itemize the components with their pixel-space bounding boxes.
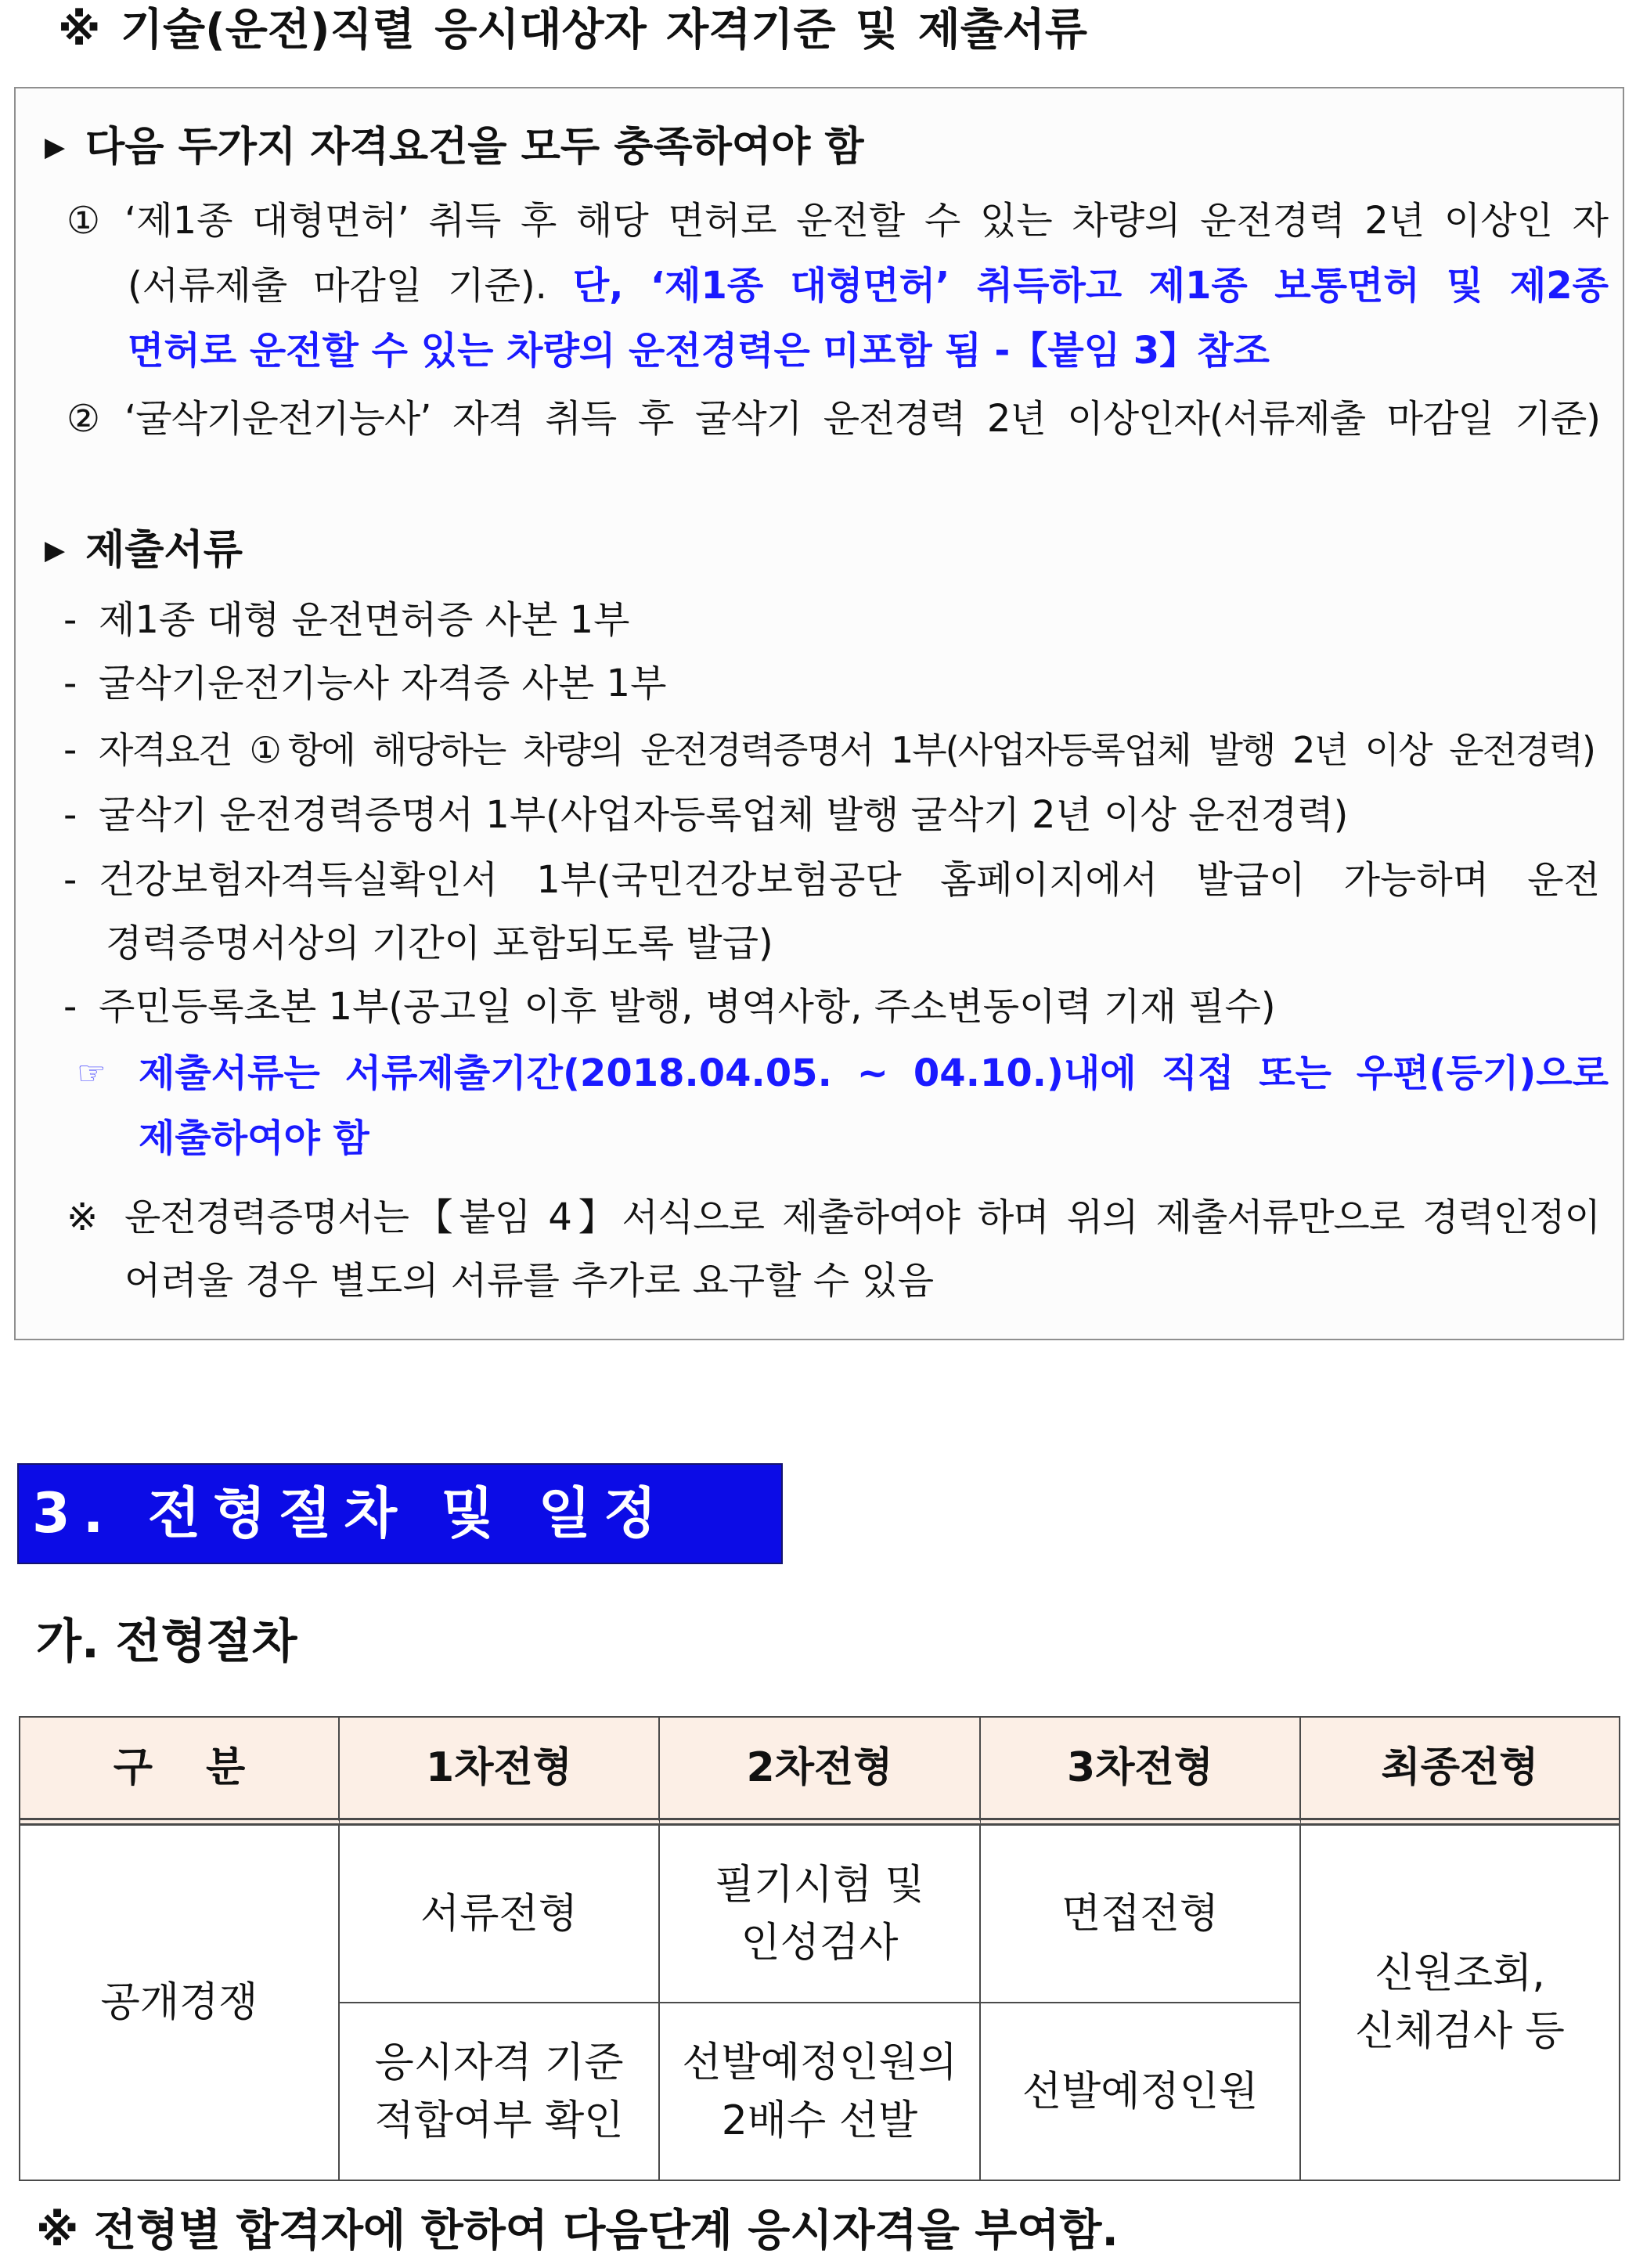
dash-bullet: -: [63, 728, 77, 772]
cell-line: 면접전형: [1061, 1890, 1219, 1938]
selection-procedure-table: [19, 1716, 1620, 2181]
document-item: 주민등록초본 1부(공고일 이후 발행, 병역사항, 주소변동이력 기재 필수): [99, 985, 1276, 1029]
selection-criteria-cell: [340, 2003, 660, 2180]
reference-mark: ※: [67, 1195, 99, 1239]
qualification-box: [14, 87, 1624, 1340]
cell-line: 응시자격 기준: [374, 2039, 624, 2086]
dash-bullet: -: [63, 598, 77, 642]
cell-line: 신원조회,: [1375, 1950, 1545, 1997]
pointing-hand-icon: ☞: [77, 1054, 106, 1092]
table-header-cell: 3차전형: [981, 1718, 1301, 1826]
documents-note: 운전경력증명서는【붙임 4】서식으로 제출하여야 하며 위의 제출서류만으로 경력인정이: [124, 1195, 1600, 1239]
document-item-continued: 경력증명서상의 기간이 포함되도록 발급): [106, 921, 773, 965]
table-header-cell: 2차전형: [660, 1718, 981, 1826]
table-header-cell: 최종전형: [1301, 1718, 1619, 1826]
requirement-2-marker: ②: [67, 397, 101, 441]
selection-criteria-cell: [660, 2003, 981, 2180]
final-stage-cell: [1301, 1826, 1619, 2180]
requirement-1-exception: 단, ‘제1종 대형면허’ 취득하고 제1종 보통면허 및 제2종: [572, 264, 1609, 308]
requirement-1-line-2: [128, 262, 1609, 309]
stage-name-cell: [660, 1826, 981, 2003]
cell-line: 필기시험 및: [715, 1861, 924, 1909]
cell-line: 선발예정인원: [1022, 2068, 1259, 2115]
triangle-bullet-icon: ▶: [45, 132, 66, 163]
table-header-cell: 1차전형: [340, 1718, 660, 1826]
document-item: 굴삭기 운전경력증명서 1부(사업자등록업체 발행 굴삭기 2년 이상 운전경력): [99, 793, 1349, 837]
dash-bullet: -: [63, 662, 77, 705]
section-title: 3. 전형절차 및 일정: [32, 1481, 669, 1545]
cell-line: 서류전형: [420, 1890, 578, 1938]
cell-line: 적합여부 확인: [374, 2097, 624, 2144]
cell-line: 신체검사 등: [1355, 2008, 1565, 2055]
dash-bullet: -: [63, 858, 77, 902]
triangle-bullet-icon: ▶: [45, 535, 66, 566]
deadline-notice: 제출서류는 서류제출기간(2018.04.05. ~ 04.10.)내에 직접 또는 우편(등기)으로: [139, 1051, 1609, 1095]
cell-line: 2배수 선발: [721, 2097, 918, 2144]
requirement-1-basis-date: (서류제출 마감일 기준).: [128, 264, 547, 308]
cell-line: 선발예정인원의: [682, 2039, 957, 2086]
category-cell: 공개경쟁: [20, 1826, 340, 2180]
document-item: 굴삭기운전기능사 자격증 사본 1부: [99, 662, 667, 705]
section-header: [17, 1463, 783, 1564]
document-item: 자격요건 ①항에 해당하는 차량의 운전경력증명서 1부(사업자등록업체 발행 2년 이상 운전경력): [99, 729, 1595, 771]
requirements-heading: 다음 두가지 자격요건을 모두 충족하여야 함: [85, 124, 864, 171]
footer-note: ※ 전형별 합격자에 한하여 다음단계 응시자격을 부여함.: [36, 2205, 1119, 2256]
stage-name-cell: [981, 1826, 1301, 2003]
document-item: 제1종 대형 운전면허증 사본 1부: [99, 598, 630, 642]
dash-bullet: -: [63, 793, 77, 837]
page-title: ※ 기술(운전)직렬 응시대상자 자격기준 및 제출서류: [58, 5, 1088, 56]
deadline-notice-continued: 제출하여야 함: [139, 1116, 369, 1160]
cell-line: 인성검사: [741, 1919, 899, 1967]
document-item: 건강보험자격득실확인서 1부(국민건강보험공단 홈페이지에서 발급이 가능하며 운전: [99, 858, 1600, 902]
table-header-cell: 구 분: [20, 1718, 340, 1826]
subsection-title: 가. 전형절차: [36, 1614, 297, 1669]
selection-criteria-cell: [981, 2003, 1301, 2180]
dash-bullet: -: [63, 985, 77, 1029]
stage-name-cell: [340, 1826, 660, 2003]
requirement-1-marker: ①: [67, 199, 101, 243]
documents-note-continued: 어려울 경우 별도의 서류를 추가로 요구할 수 있음: [124, 1259, 935, 1303]
requirement-1-exception-continued: 면허로 운전할 수 있는 차량의 운전경력은 미포함 됨 -【붙임 3】참조: [128, 329, 1270, 373]
requirement-2-text: ‘굴삭기운전기능사’ 자격 취득 후 굴삭기 운전경력 2년 이상인자(서류제출 마감일 기준): [124, 397, 1600, 441]
requirement-1-line-1: ‘제1종 대형면허’ 취득 후 해당 면허로 운전할 수 있는 차량의 운전경력 2년 이상인 자: [124, 199, 1609, 243]
documents-heading: 제출서류: [85, 527, 243, 574]
